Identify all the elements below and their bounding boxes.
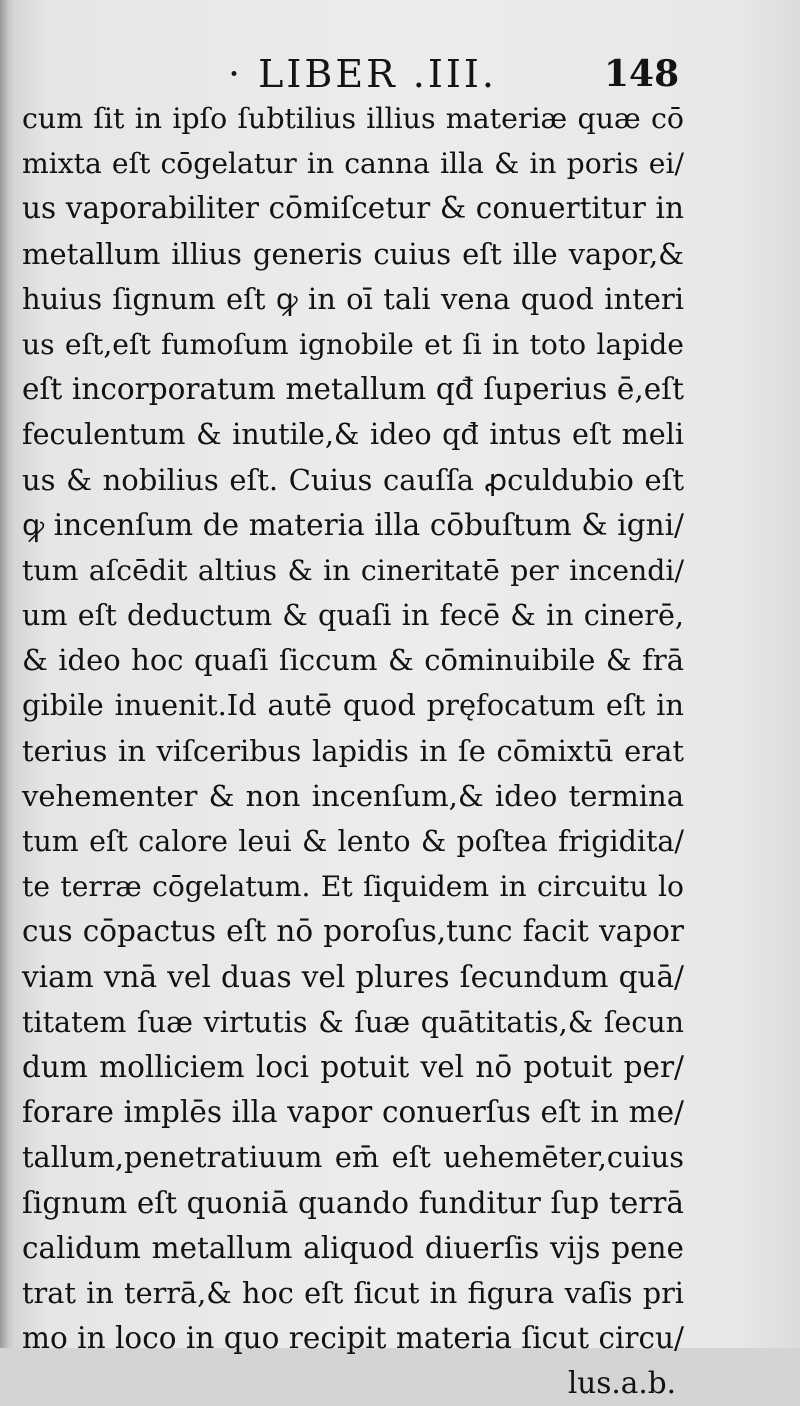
text-line: te terræ cōgelatum. Et ſiquidem in circuitu lo [22, 870, 684, 904]
text-line: dum molliciem loci potuit vel nō potuit per/ [22, 1049, 684, 1084]
page-header [0, 52, 800, 96]
text-line: ſignum eſt quoniā quando funditur ſup terrā [22, 1185, 684, 1220]
text-line: cum ſit in ipſo ſubtilius illius materiæ quæ cō [22, 102, 684, 135]
text-line: tallum,penetratiuum em̄ eſt uehemēter,cuius [22, 1140, 684, 1175]
text-line-last: lus.a.b. [567, 1366, 676, 1401]
text-line: um eſt deductum & quaſi in fecē & in cinerē, [22, 598, 684, 633]
text-line: us eſt,eſt fumoſum ignobile et ſi in toto lapide [22, 327, 684, 361]
text-line: tum aſcēdit altius & in cineritatē per incendi/ [22, 553, 684, 587]
text-line: gibile inuenit.Id autē quod pręfocatum eſt in [22, 688, 684, 723]
text-line: metallum illius generis cuius eſt ille vapor,& [22, 236, 684, 271]
page-number: 148 [604, 53, 680, 95]
text-line: feculentum & inutile,& ideo qđ intus eſt meli [22, 417, 684, 452]
text-line: terius in viſceribus lapidis in ſe cōmixtū erat [22, 733, 684, 768]
text-line: cus cōpactus eſt nō poroſus,tunc facit vapor [22, 914, 684, 949]
running-title: · LIBER .III. [228, 52, 497, 96]
text-line: viam vnā vel duas vel plures ſecundum quā/ [22, 959, 684, 994]
text-line: & ideo hoc quaſi ſiccum & cōminuibile & frā [22, 643, 684, 678]
text-line: trat in terrā,& hoc eſt ſicut in figura vaſis pri [22, 1275, 684, 1310]
gutter-shadow [0, 0, 14, 1348]
text-line: us vaporabiliter cōmiſcetur & conuertitur in [22, 191, 684, 226]
body-text [22, 96, 684, 1406]
text-line: vehementer & non incenſum,& ideo termina [22, 778, 684, 813]
text-line: huius ſignum eſt ꝙ in oī tali vena quod interi [22, 281, 684, 316]
text-line: mixta eſt cōgelatur in canna illa & in poris ei/ [22, 147, 684, 181]
text-line: titatem ſuæ virtutis & ſuæ quātitatis,& ſecun [22, 1005, 684, 1039]
text-line: tum eſt calore leui & lento & poſtea frigidita/ [22, 825, 684, 858]
text-line: mo in loco in quo recipit materia ſicut circu/ [22, 1321, 684, 1356]
text-line: ꝙ incenſum de materia illa cōbuſtum & igni/ [22, 507, 684, 542]
text-line: us & nobilius eſt. Cuius cauſſa ꝓculdubio eſt [22, 462, 684, 497]
text-line: forare implēs illa vapor conuerſus eſt in me/ [22, 1095, 684, 1130]
text-line: eſt incorporatum metallum qđ ſuperius ē,eſt [22, 372, 684, 407]
text-line: calidum metallum aliquod diuerſis vijs pene [22, 1230, 684, 1265]
